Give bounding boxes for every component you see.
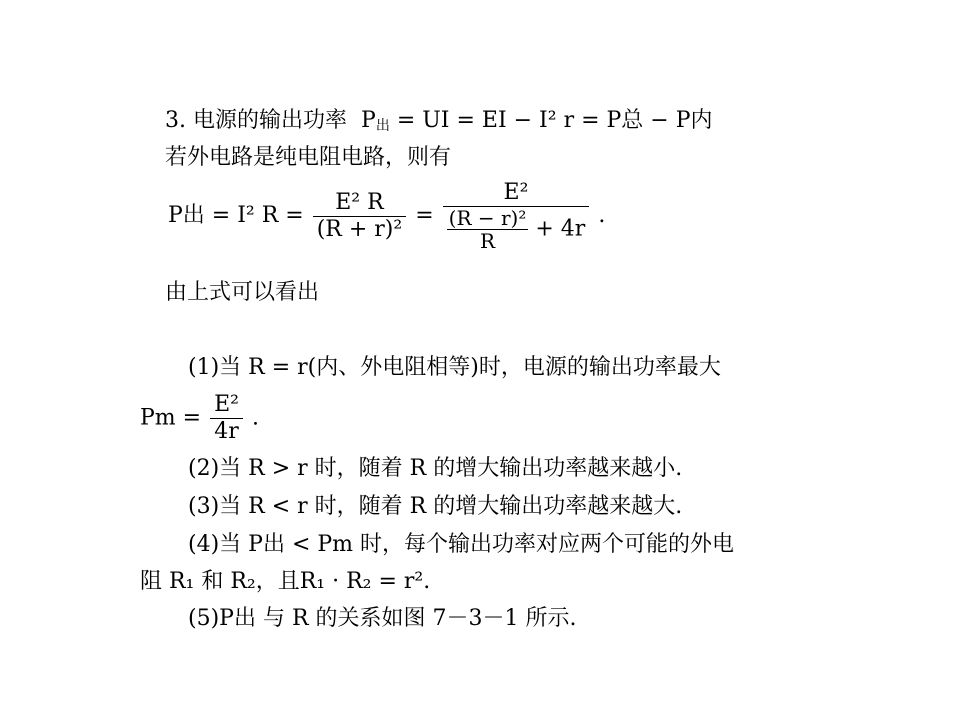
derived-lhs: P出 = I² R = bbox=[168, 203, 304, 228]
pm-denominator: 4r bbox=[214, 419, 239, 444]
item-3: (3)当 R < r 时，随着 R 的增大输出功率越来越大. bbox=[188, 494, 683, 519]
pm-lhs: Pm = bbox=[140, 405, 202, 431]
fraction-1-numerator: E² R bbox=[313, 190, 407, 217]
formula-end: . bbox=[598, 203, 606, 228]
section-3-heading bbox=[165, 106, 713, 141]
fraction-1-denominator: (R + r)² bbox=[316, 216, 403, 242]
derived-formula bbox=[168, 180, 605, 252]
fraction-2-denominator bbox=[443, 207, 590, 252]
pm-fraction bbox=[210, 392, 243, 445]
item-5: (5)P出 与 R 的关系如图 7－3－1 所示. bbox=[188, 606, 577, 631]
item-4: (4)当 P出 < Pm 时，每个输出功率对应两个可能的外电 bbox=[188, 532, 735, 557]
power-formula: $P_出$ = UI = EI − I² r = P总 − P内 bbox=[354, 108, 713, 134]
fraction-2-numerator: E² bbox=[443, 180, 590, 207]
item-4-continued: 阻 R₁ 和 R₂，且R₁ · R₂ = r². bbox=[140, 569, 431, 594]
nested-fraction bbox=[447, 207, 529, 252]
pm-end: . bbox=[251, 405, 259, 431]
nested-numerator: (R − r)² bbox=[448, 206, 527, 230]
denominator-tail: + 4r bbox=[535, 216, 586, 242]
intro-text: 由上式可以看出 bbox=[165, 280, 320, 305]
pm-numerator: E² bbox=[210, 392, 243, 419]
section-number: 3. bbox=[165, 108, 186, 133]
condition-text: 若外电路是纯电阻电路，则有 bbox=[165, 145, 452, 170]
equals-sign: = bbox=[415, 203, 434, 228]
item-2: (2)当 R > r 时，随着 R 的增大输出功率越来越小. bbox=[188, 456, 683, 481]
nested-denominator: R bbox=[479, 229, 496, 253]
item-1: (1)当 R = r(内、外电阻相等)时，电源的输出功率最大 bbox=[188, 355, 721, 380]
fraction-1 bbox=[313, 190, 407, 243]
fraction-2 bbox=[443, 180, 590, 252]
section-title: 电源的输出功率 bbox=[193, 108, 348, 133]
pm-formula bbox=[140, 392, 259, 445]
